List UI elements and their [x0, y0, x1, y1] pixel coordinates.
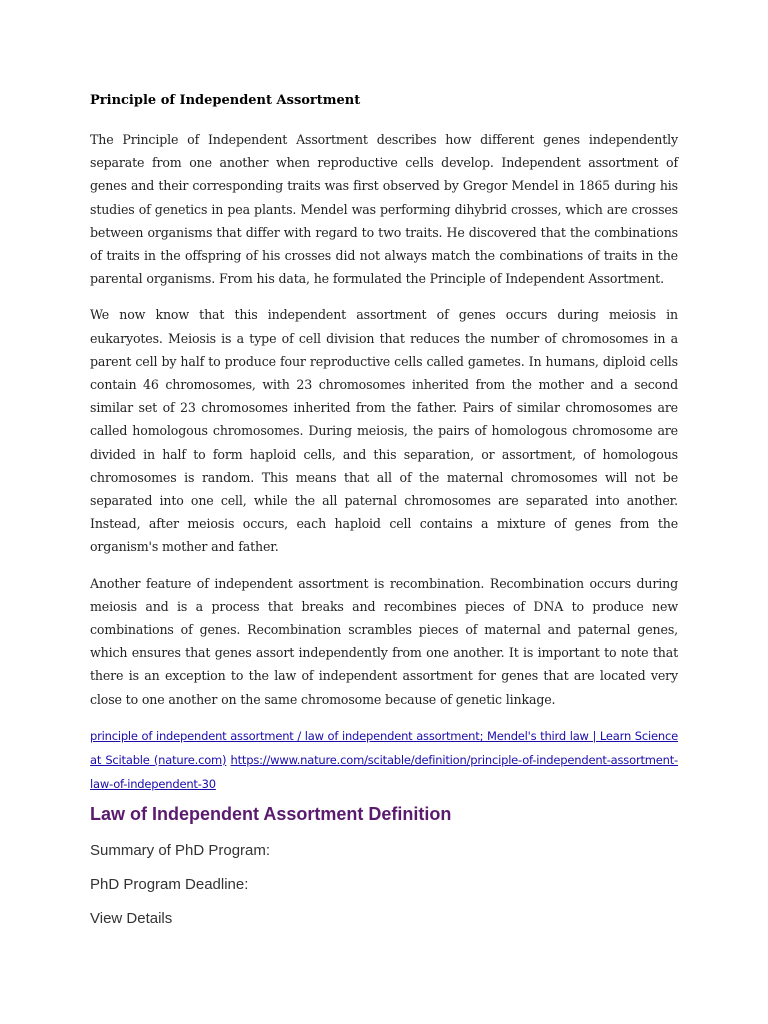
- source-reference: [90, 724, 678, 796]
- document-content: [90, 91, 678, 942]
- deadline-label: PhD Program Deadline:: [90, 875, 249, 893]
- source-title-link[interactable]: principle of independent assortment / law of independent assortment; Mendel's third law | Learn Science at Scitable (nature.com): [90, 728, 678, 767]
- paragraph-intro: The Principle of Independent Assortment describes how different genes independently separate from one another when reproductive cells develop. Independent assortment of genes and their corresponding traits was first observed by Gregor Mendel in 1865 during his studies of genetics in pea plants. Mendel was performing dihybrid crosses, which are crosses between organisms that differ with regard to two traits. He discovered that the combinations of traits in the offspring of his crosses did not always match the combinations of traits in the parental organisms. From his data, he formulated the Principle of Independent Assortment.: [90, 132, 678, 287]
- source-url-link[interactable]: https://www.nature.com/scitable/definition/principle-of-independent-assortment-law-of-independent-30: [90, 752, 678, 791]
- section-heading: Law of Independent Assortment Definition: [90, 803, 452, 824]
- paragraph-recombination: Another feature of independent assortment is recombination. Recombination occurs during meiosis and is a process that breaks and recombines pieces of DNA to produce new combinations of genes. Recombination scrambles pieces of maternal and paternal genes, which ensures that genes assort independently from one another. It is important to note that there is an exception to the law of independent assortment for genes that are located very close to one another on the same chromosome because of genetic linkage.: [90, 575, 678, 707]
- view-details-link[interactable]: View Details: [90, 909, 173, 927]
- document-title: Principle of Independent Assortment: [90, 93, 361, 108]
- summary-label: Summary of PhD Program:: [90, 841, 271, 859]
- paragraph-meiosis: We now know that this independent assortment of genes occurs during meiosis in eukaryotes. Meiosis is a type of cell division that reduces the number of chromosomes in a parent cell by half to produce four reproductive cells called gametes. In humans, diploid cells contain 46 chromosomes, with 23 chromosomes inherited from the mother and a second similar set of 23 chromosomes inherited from the father. Pairs of similar chromosomes are called homologous chromosomes. During meiosis, the pairs of homologous chromosome are divided in half to form haploid cells, and this separation, or assortment, of homologous chromosomes is random. This means that all of the maternal chromosomes will not be separated into one cell, while the all paternal chromosomes are separated into another. Instead, after meiosis occurs, each haploid cell contains a mixture of genes from the organism's mother and father.: [90, 307, 678, 555]
